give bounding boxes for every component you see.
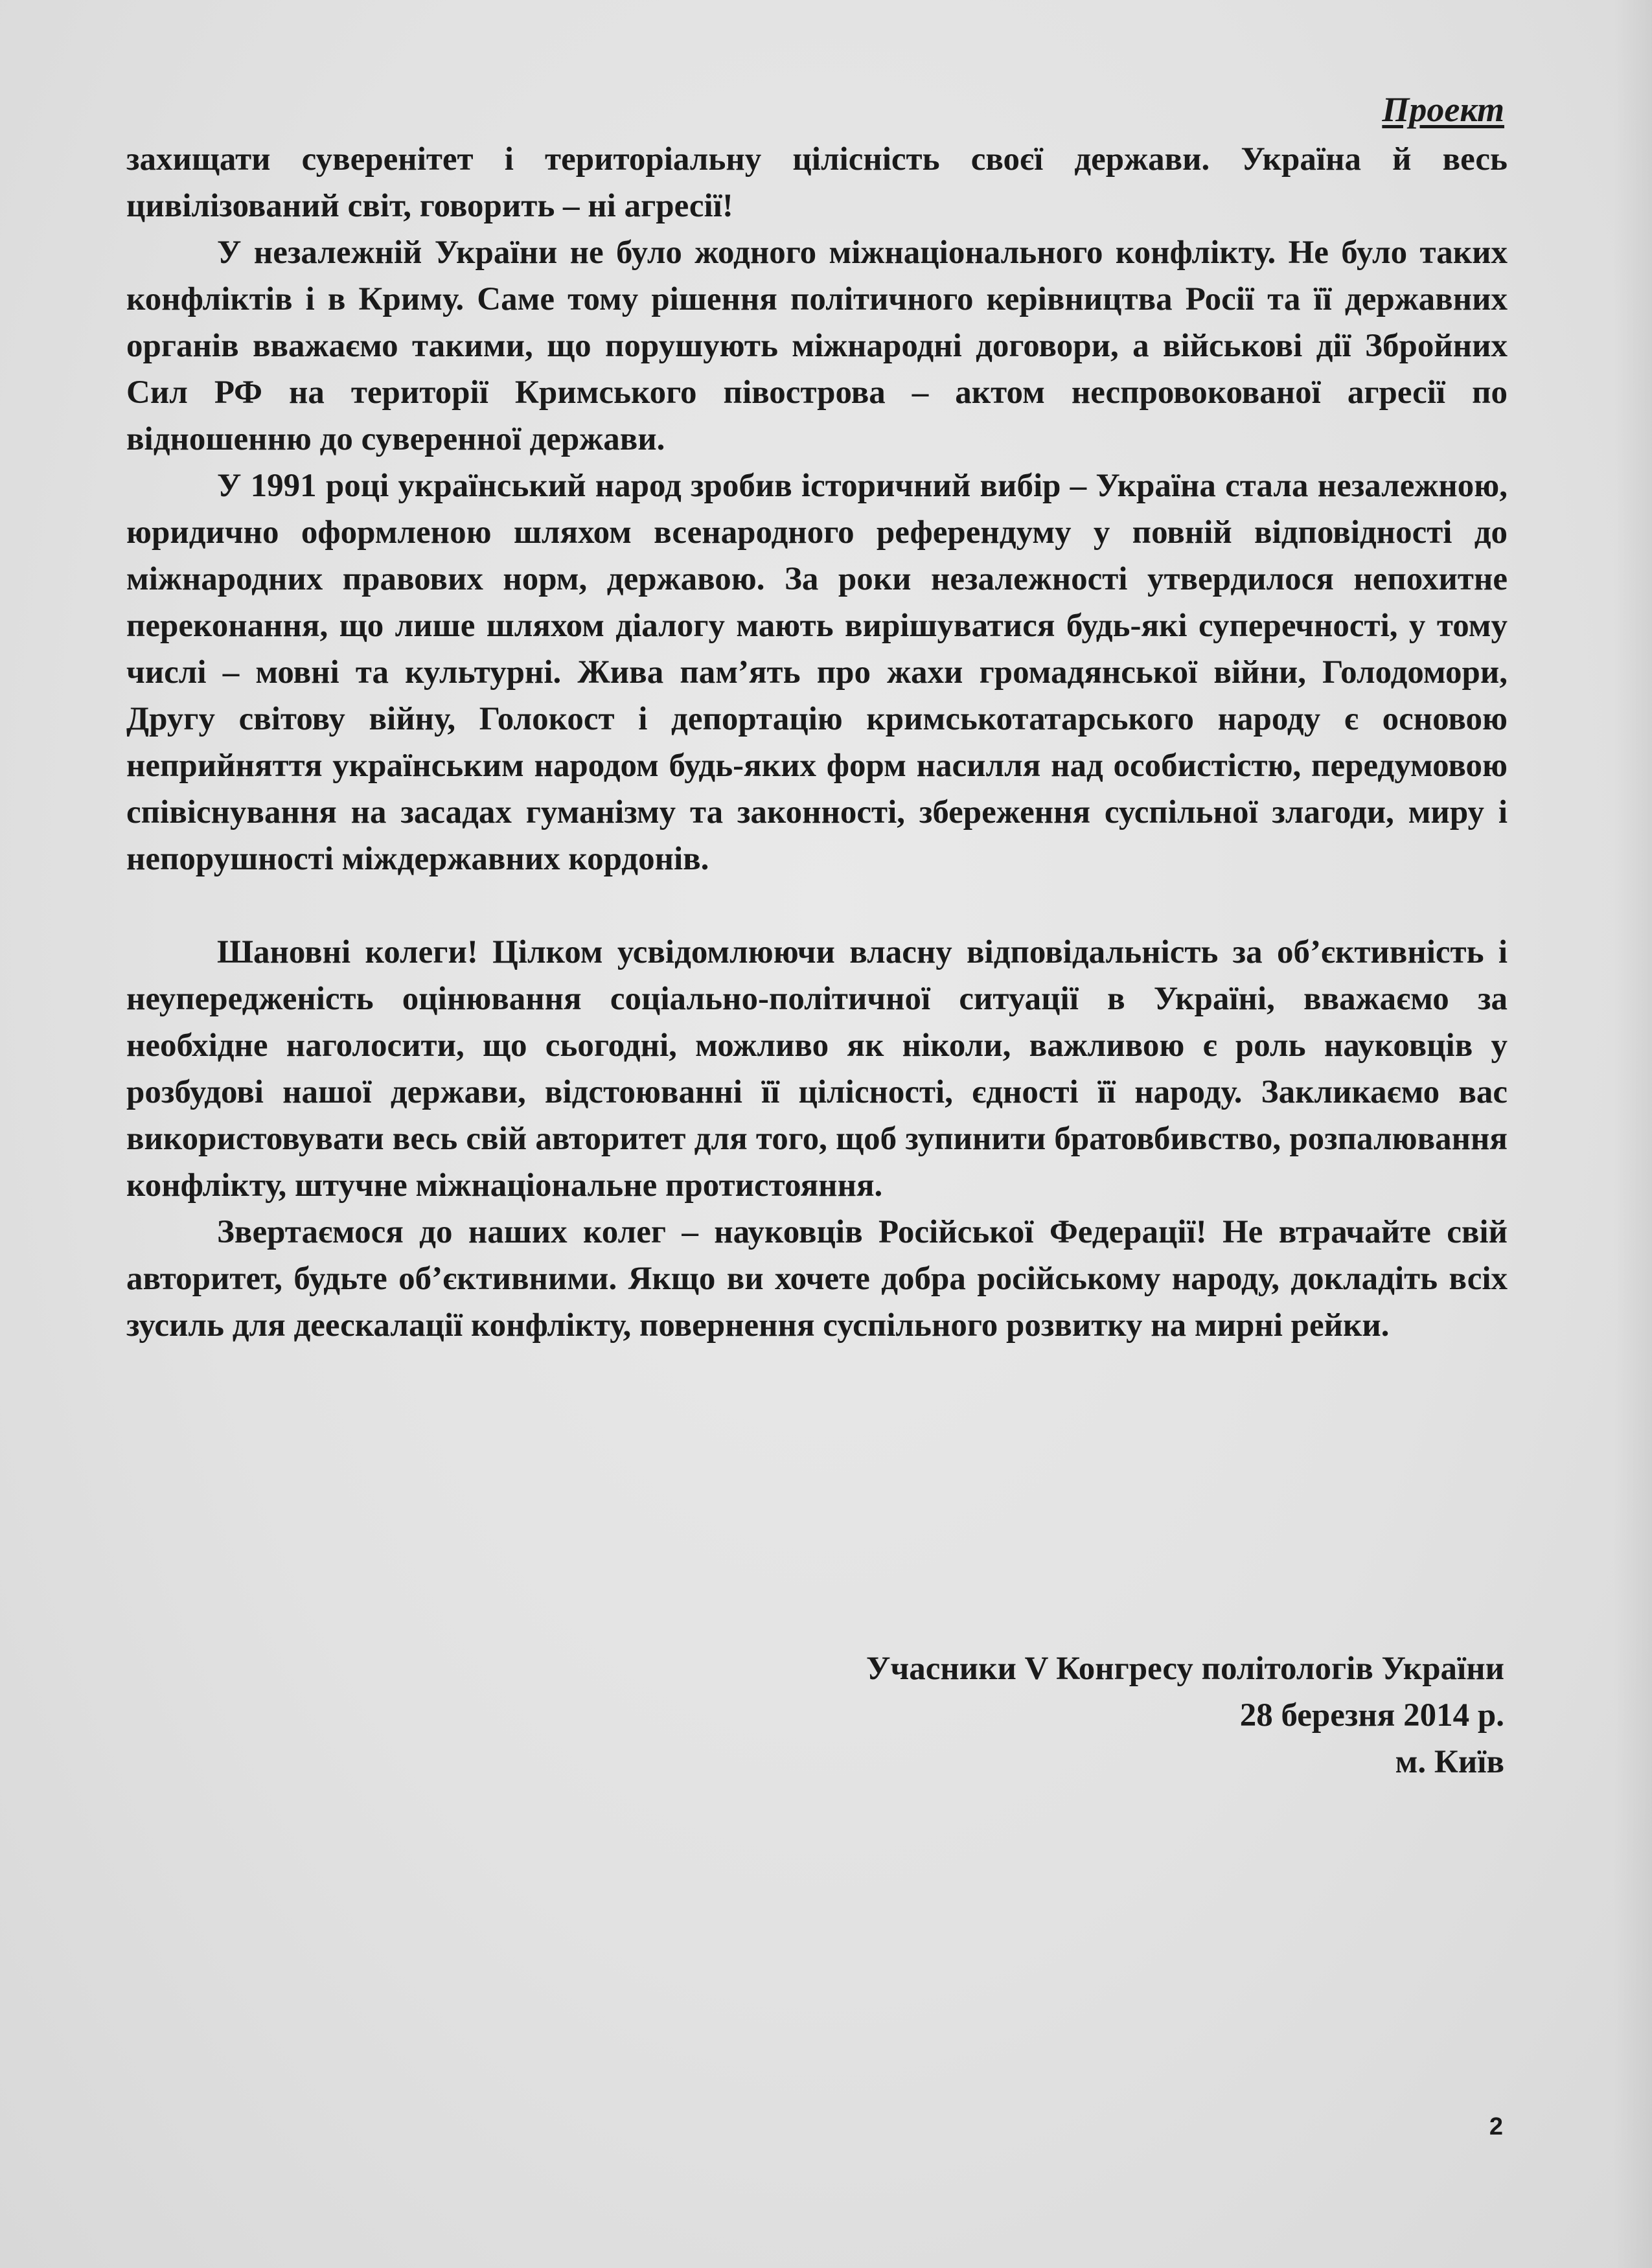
page-number: 2 <box>1489 2113 1503 2140</box>
paragraph-no-conflicts: У незалежній України не було жодного міжнаціонального конфлікту. Не було таких конфліктів і в Криму. Саме тому рішення політичного керівництва Росії та її державних органів вважаємо такими, що порушують міжнародні договори, а військові дії Збройних Сил РФ на території Кримського півострова – актом неспровокованої агресії по відношенню до суверенної держави. <box>126 235 1508 457</box>
paragraph-independence-1991: У 1991 році український народ зробив історичний вибір – Україна стала незалежною, юридично оформленою шляхом всенародного референдуму у повній відповідності до міжнародних правових норм, державою. За роки незалежності утвердилося непохитне переконання, що лише шляхом діалогу мають вирішуватися будь-які суперечності, у тому числі – мовні та культурні. Жива пам’ять про жахи громадянської війни, Голодомори, Другу світову війну, Голокост і депортацію кримськотатарського народу є основою неприйняття українським народом будь-яких форм насилля над особистістю, передумовою співіснування на засадах гуманізму та законності, збереження суспільної злагоди, миру і непорушності міждержавних кордонів. <box>126 468 1508 877</box>
draft-stamp: Проект <box>1382 90 1504 129</box>
signature-authors: Учасники V Конгресу політологів України <box>866 1651 1504 1687</box>
signature-date: 28 березня 2014 р. <box>1239 1697 1504 1734</box>
paragraph-continuation: захищати суверенітет і територіальну цілісність своєї держави. Україна й весь цивілізований світ, говорить – ні агресії! <box>126 141 1508 224</box>
document-body <box>126 136 1508 1349</box>
signature-place: м. Київ <box>1395 1744 1504 1780</box>
paragraph-dear-colleagues: Шановні колеги! Цілком усвідомлюючи власну відповідальність за об’єктивність і неупередженість оцінювання соціально-політичної ситуації в Україні, вважаємо за необхідне наголосити, що сьогодні, можливо як ніколи, важливою є роль науковців у розбудові нашої держави, відстоюванні її цілісності, єдності її народу. Закликаємо вас використовувати весь свій авторитет для того, щоб зупинити братовбивство, розпалювання конфлікту, штучне міжнаціональне протистояння. <box>126 934 1508 1204</box>
paragraph-gap <box>126 882 1508 929</box>
scan-edge-shadow <box>1613 0 1652 2268</box>
paragraph-appeal-russian-colleagues: Звертаємося до наших колег – науковців Російської Федерації! Не втрачайте свій авторитет, будьте об’єктивними. Якщо ви хочете добра російському народу, докладіть всіх зусиль для деескалації конфлікту, повернення суспільного розвитку на мирні рейки. <box>126 1214 1508 1344</box>
signature-block <box>866 1645 1504 1785</box>
